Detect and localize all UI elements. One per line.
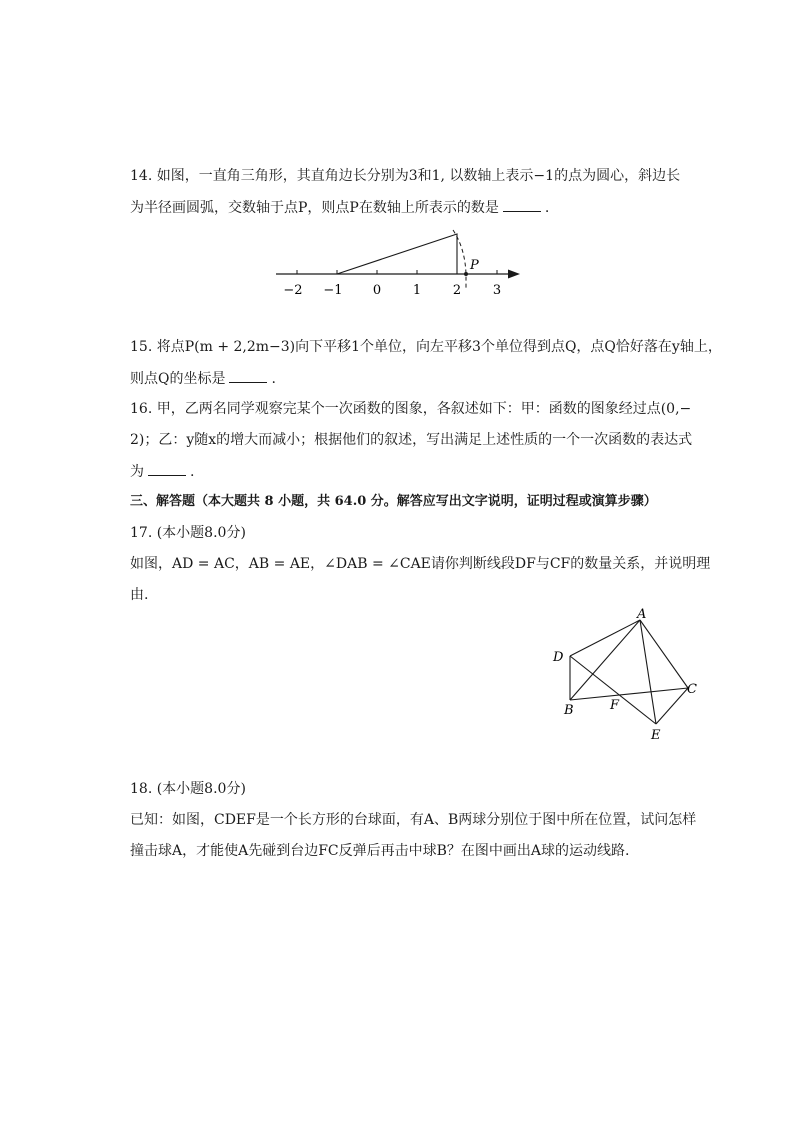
label-b: B — [564, 703, 574, 718]
label-f: F — [610, 698, 620, 713]
q14-line2-text: 为半径画圆弧，交数轴于点P，则点P在数轴上所表示的数是 — [130, 200, 499, 216]
segment-ce — [656, 688, 688, 724]
q16-line3 — [130, 461, 194, 482]
segment-ab — [570, 620, 640, 700]
dashed-arc — [453, 230, 466, 288]
q16-line3-text: 为 — [130, 464, 144, 480]
q15-line1: 15. 将点P(m + 2,2m−3)向下平移1个单位，向左平移3个单位得到点Q，点Q恰好落在y轴上， — [130, 339, 722, 355]
q17-line2: 由. — [130, 587, 149, 603]
q18-header: 18. (本小题8.0分) — [130, 781, 246, 797]
q15-line2 — [130, 368, 276, 389]
point-p-label: P — [470, 258, 479, 273]
q17-header: 17. (本小题8.0分) — [130, 525, 246, 541]
q14-line2 — [130, 197, 549, 218]
tick-label-2: 2 — [452, 283, 462, 298]
section-3-heading: 三、解答题（本大题共 8 小题，共 64.0 分。解答应写出文字说明，证明过程或演算步骤） — [130, 494, 657, 509]
axis-arrow-icon — [508, 270, 520, 279]
tick-label-1: 1 — [412, 283, 422, 298]
right-triangle — [337, 234, 457, 274]
q14-line1: 14. 如图，一直角三角形，其直角边长分别为3和1, 以数轴上表示−1的点为圆心，斜边长 — [130, 168, 681, 184]
point-p-dot — [464, 272, 468, 276]
label-e: E — [651, 728, 661, 743]
q14-line2-end: . — [544, 200, 550, 216]
q15-line2-end: . — [271, 371, 276, 387]
tick-label-0: 0 — [372, 283, 382, 298]
q15-answer-blank — [229, 368, 267, 383]
segment-ac — [640, 620, 688, 688]
label-d: D — [553, 650, 564, 665]
q14-number-line-figure — [270, 226, 530, 302]
label-c: C — [687, 682, 697, 697]
q16-line3-end: . — [190, 464, 195, 480]
q16-answer-blank — [148, 461, 186, 476]
q17-geometry-figure — [544, 608, 710, 748]
q15-line2-text: 则点Q的坐标是 — [130, 371, 226, 387]
q16-line1: 16. 甲，乙两名同学观察完某个一次函数的图象，各叙述如下：甲：函数的图象经过点(0,− — [130, 401, 692, 417]
segment-de — [570, 656, 656, 724]
q18-line1: 已知：如图，CDEF是一个长方形的台球面，有A、B两球分别位于图中所在位置，试问怎样 — [130, 812, 697, 828]
tick-label-3: 3 — [492, 283, 502, 298]
q14-answer-blank — [503, 197, 541, 212]
tick-label-neg1: −1 — [323, 283, 343, 298]
tick-label-neg2: −2 — [283, 283, 303, 298]
segment-ad — [570, 620, 640, 656]
q16-line2: 2)；乙：y随x的增大而减小；根据他们的叙述，写出满足上述性质的一个一次函数的表达式 — [130, 432, 693, 448]
label-a: A — [637, 608, 647, 622]
q18-line2: 撞击球A，才能使A先碰到台边FC反弹后再击中球B？在图中画出A球的运动线路. — [130, 843, 630, 859]
q17-line1: 如图，AD = AC，AB = AE，∠DAB = ∠CAE请你判断线段DF与CF的数量关系，并说明理 — [130, 556, 711, 572]
segment-bc — [570, 688, 688, 700]
segment-ae — [640, 620, 656, 724]
